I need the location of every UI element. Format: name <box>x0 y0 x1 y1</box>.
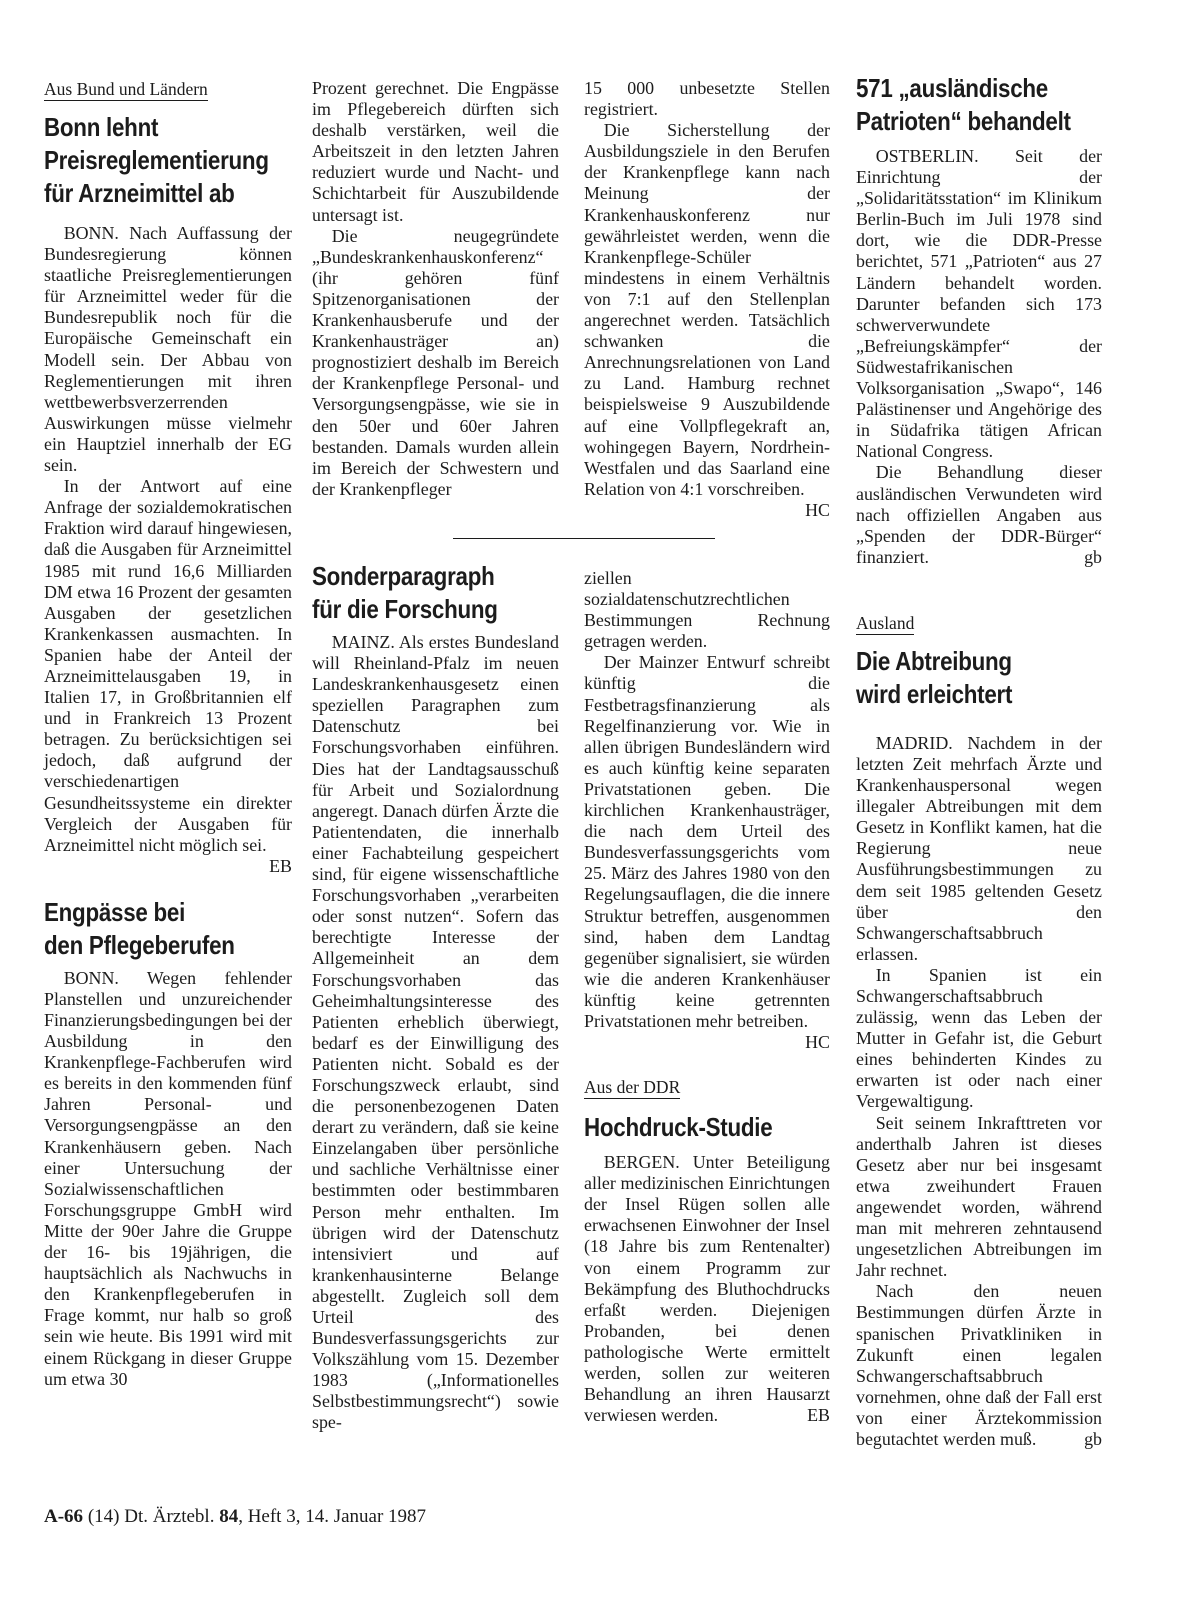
headline-line: für Arzneimittel ab <box>44 178 235 208</box>
citation-prefix: (14) Dt. Ärztebl. <box>87 1506 220 1527</box>
article-body-engpaesse-part2 <box>312 78 559 500</box>
paragraph: BONN. Wegen fehlender Planstellen und unzureichender Finanzierungsbedingungen bei der Ausbildung in den Krankenpflege-Fachberufen wird es bereits in den kommenden fünf Jahren Personal- und Versorgungsengpässe an den Krankenhäusern geben. Nach einer Untersuchung der Sozialwissenschaftlichen Forschungsgruppe GmbH wird Mitte der 90er Jahre die Gruppe der 16- bis 19jährigen, die hauptsächlich als Nachwuchs in den Krankenpflegeberufen in Frage kommt, nur halb so groß sein wie heute. Bis 1991 wird mit einem Rückgang in dieser Gruppe um etwa 30 <box>44 967 292 1389</box>
headline-line: für die Forschung <box>312 594 498 624</box>
article-body-patrioten <box>856 146 1102 568</box>
paragraph: OSTBERLIN. Seit der Einrichtung der „Solidaritätsstation“ im Klinikum Berlin-Buch im Juli 1978 sind dort, wie die DDR-Presse berichtet, 571 „Patrioten“ aus 27 Ländern behandelt worden. Darunter befanden sich 173 schwerverwundete „Befreiungskämpfer“ der Südwestafrikanischen Volksorganisation „Swapo“, 146 Palästinenser und Angehörige des in Südafrika tätigen African National Congress. <box>856 146 1102 462</box>
paragraph <box>584 120 830 520</box>
column-4 <box>856 72 1102 1450</box>
paragraph-text: Die Behandlung dieser ausländischen Verwundeten wird nach offiziellen Angaben aus „Spenden der DDR-Bürger“ finanziert. <box>856 462 1102 567</box>
citation-suffix: , Heft 3, 14. Januar 1987 <box>238 1506 427 1527</box>
volume-number: 84 <box>219 1506 239 1527</box>
headline-patrioten <box>856 72 1102 138</box>
headline-line: Engpässe bei <box>44 896 186 927</box>
paragraph: ziellen sozialdatenschutzrechtlichen Bestimmungen Rechnung getragen werden. <box>584 568 830 652</box>
paragraph: Die neugegründete „Bundeskrankenhauskonferenz“ (ihr gehören fünf Spitzenorganisationen der Krankenhausberufe und der Krankenhausträger an) prognostiziert deshalb im Bereich der Krankenpflege Personal- und Versorgungsengpässe, wie sie in den 50er und 60er Jahren bestanden. Damals wurden allein im Bereich der Schwestern und der Krankenpfleger <box>312 225 559 499</box>
article-divider <box>453 538 715 539</box>
column-2-bottom <box>312 560 559 1434</box>
headline-line: wird erleichtert <box>856 678 1013 709</box>
article-body-hochdruck <box>584 1152 830 1426</box>
column-3-top <box>584 78 830 521</box>
headline-line: Sonderparagraph <box>312 561 495 591</box>
paragraph-text: BERGEN. Unter Beteiligung aller medizinischen Einrichtungen der Insel Rügen sollen alle erwachsenen Einwohner der Insel (18 Jahre bis zum Rentenalter) von einem Programm zur Bekämpfung des Bluthochdrucks erfaßt werden. Diejenigen Probanden, bei denen pathologische Werte ermittelt werden, sollen zur weiteren Behandlung an ihren Hausarzt verwiesen werden. <box>584 1152 830 1426</box>
headline-line: Hochdruck-Studie <box>584 1112 773 1143</box>
paragraph <box>44 476 292 876</box>
author-signature: HC <box>805 499 830 520</box>
headline-hochdruck <box>584 1111 830 1144</box>
headline-line: Die Abtreibung <box>856 645 1012 676</box>
paragraph <box>856 1281 1102 1450</box>
section-label: Aus Bund und Ländern <box>44 79 208 99</box>
headline-line: Patrioten“ behandelt <box>856 106 1071 136</box>
paragraph: 15 000 unbesetzte Stellen registriert. <box>584 78 830 120</box>
page-footer <box>44 1506 426 1528</box>
column-2-top <box>312 78 559 500</box>
paragraph <box>584 1152 830 1426</box>
headline-line: Bonn lehnt <box>44 112 159 142</box>
author-signature: HC <box>805 1032 830 1053</box>
headline-line: den Pflegeberufen <box>44 929 235 960</box>
paragraph-text: In der Antwort auf eine Anfrage der sozialdemokratischen Fraktion wird darauf hingewiesen, daß die Ausgaben für Arzneimittel 1985 mit rund 16,6 Milliarden DM etwa 16 Prozent der gesamten Ausgaben der gesetzlichen Krankenkassen ausmachten. In Spanien habe der Anteil der Arzneimittelausgaben 19, in Italien 17, in Großbritannien elf und in Frankreich 13 Prozent betragen. Zu berücksichtigen sei jedoch, daß aufgrund der verschiedenartigen Gesundheitssysteme ein direkter Vergleich der Ausgaben für Arzneimittel nicht möglich sei. <box>44 476 292 855</box>
paragraph: Prozent gerechnet. Die Engpässe im Pflegebereich dürften sich deshalb verstärken, weil die Arbeitszeit in den letzten Jahren reduziert wurde und Nacht- und Schichtarbeit für Auszubildende untersagt ist. <box>312 78 559 225</box>
author-signature: gb <box>1084 1428 1102 1449</box>
section-label: Ausland <box>856 612 915 633</box>
page-number: A-66 <box>44 1506 84 1527</box>
paragraph: MAINZ. Als erstes Bundesland will Rheinland-Pfalz im neuen Landeskrankenhausgesetz einen speziellen Paragraphen zum Datenschutz bei Forschungsvorhaben einführen. Dies hat der Landtagsausschuß für Arbeit und Sozialordnung angeregt. Danach dürfen Ärzte die Patientendaten, die innerhalb einer Fachabteilung gespeichert sind, für eigene wissenschaftliche Forschungsvorhaben „verarbeiten oder sonst nutzen“. Sofern das berechtigte Interesse der Allgemeinheit an dem Forschungsvorhaben das Geheimhaltungsinteresse des Patienten erheblich überwiegt, bedarf es der Einwilligung des Patienten nicht. Sobald es der Forschungszweck erlaubt, sind die personenbezogenen Daten derart zu verändern, daß sie keine Einzelangaben über persönliche und sachliche Verhältnisse einer bestimmten oder bestimmbaren Person mehr enthalten. Im übrigen wird der Datenschutz intensiviert und auf krankenhausinterne Belange abgestellt. Zugleich soll dem Urteil des Bundesverfassungsgerichts zur Volkszählung vom 15. Dezember 1983 („Informationelles Selbstbestimmungsrecht“) sowie spe- <box>312 632 559 1433</box>
paragraph-text: Der Mainzer Entwurf schreibt künftig die Festbetragsfinanzierung als Regelfinanzierung vor. Wie in allen übrigen Bundesländern wird es auch künftig keine separaten Privatstationen geben. Die kirchlichen Krankenhausträger, die nach dem Urteil des Bundesverfassungsgerichts vom 25. März des Jahres 1980 von den Regelungsauflagen, die die innere Struktur betreffen, ausgenommen sind, haben dem Landtag gegenüber signalisiert, sie würden wie die anderen Krankenhäuser künftig keine getrennten Privatstationen mehr betreiben. <box>584 652 830 1031</box>
paragraph: Seit seinem Inkrafttreten vor anderthalb Jahren ist dieses Gesetz aber nur bei insgesamt etwa zweihundert Frauen angewendet worden, während man mit mehreren zehntausend ungesetzlichen Abtreibungen im Jahr rechnet. <box>856 1112 1102 1281</box>
column-3-bottom <box>584 568 830 1426</box>
paragraph <box>584 652 830 1053</box>
headline-sonderparagraph <box>312 560 559 626</box>
article-body-engpaesse-part3 <box>584 78 830 520</box>
paragraph: In Spanien ist ein Schwangerschaftsabbruch zulässig, wenn das Leben der Mutter in Gefahr ist, die Geburt eines behinderten Kindes zu erwarten ist oder nach einer Vergewaltigung. <box>856 964 1102 1112</box>
headline-engpaesse <box>44 896 292 962</box>
author-signature: EB <box>807 1405 830 1426</box>
headline-line: Preisreglementierung <box>44 145 269 175</box>
paragraph-text: Die Sicherstellung der Ausbildungsziele in den Berufen der Krankenpflege kann nach Meinung der Krankenhauskonferenz nur gewährleistet werden, wenn die Krankenpflege-Schüler mindestens in einem Verhältnis von 7:1 auf den Stellenplan angerechnet werden. Tatsächlich schwanken die Anrechnungsrelationen von Land zu Land. Hamburg rechnet beispielsweise 9 Auszubildende auf eine Vollpflegekraft an, wohingegen Bayern, Nordrhein-Westfalen und das Saarland eine Relation von 4:1 vorschreiben. <box>584 120 830 499</box>
author-signature: EB <box>269 855 292 876</box>
headline-abtreibung <box>856 645 1102 711</box>
article-body-engpaesse-part1 <box>44 968 292 1390</box>
paragraph: BONN. Nach Auffassung der Bundesregierung können staatliche Preisreglementierungen für Arzneimittel weder für die Bundesrepublik noch für die Europäische Gemeinschaft ein Modell sein. Der Abbau von Reglementierungen mit ihren wettbewerbsverzerrenden Auswirkungen müsse vielmehr ein Hauptziel innerhalb der EG sein. <box>44 223 292 476</box>
paragraph <box>856 462 1102 567</box>
section-label: Aus der DDR <box>584 1077 681 1098</box>
article-body-bonn-preis <box>44 223 292 876</box>
headline-line: 571 „ausländische <box>856 73 1048 103</box>
author-signature: gb <box>1084 546 1102 567</box>
column-1 <box>44 78 292 1390</box>
paragraph: MADRID. Nachdem in der letzten Zeit mehrfach Ärzte und Krankenhauspersonal wegen illegaler Abtreibungen mit dem Gesetz in Konflikt kamen, hat die Regierung neue Ausführungsbestimmungen zu dem seit 1985 geltenden Gesetz über den Schwangerschaftsabbruch erlassen. <box>856 732 1102 964</box>
article-body-sonderparagraph-part1 <box>312 632 559 1434</box>
article-body-sonderparagraph-part2 <box>584 568 830 1053</box>
headline-bonn-preis <box>44 111 292 210</box>
article-body-abtreibung <box>856 733 1102 1450</box>
paragraph-text: Nach den neuen Bestimmungen dürfen Ärzte in spanischen Privatkliniken in Zukunft einen legalen Schwangerschaftsabbruch vornehmen, ohne daß der Fall erst von einer Ärztekommission begutachtet werden muß. <box>856 1281 1102 1449</box>
